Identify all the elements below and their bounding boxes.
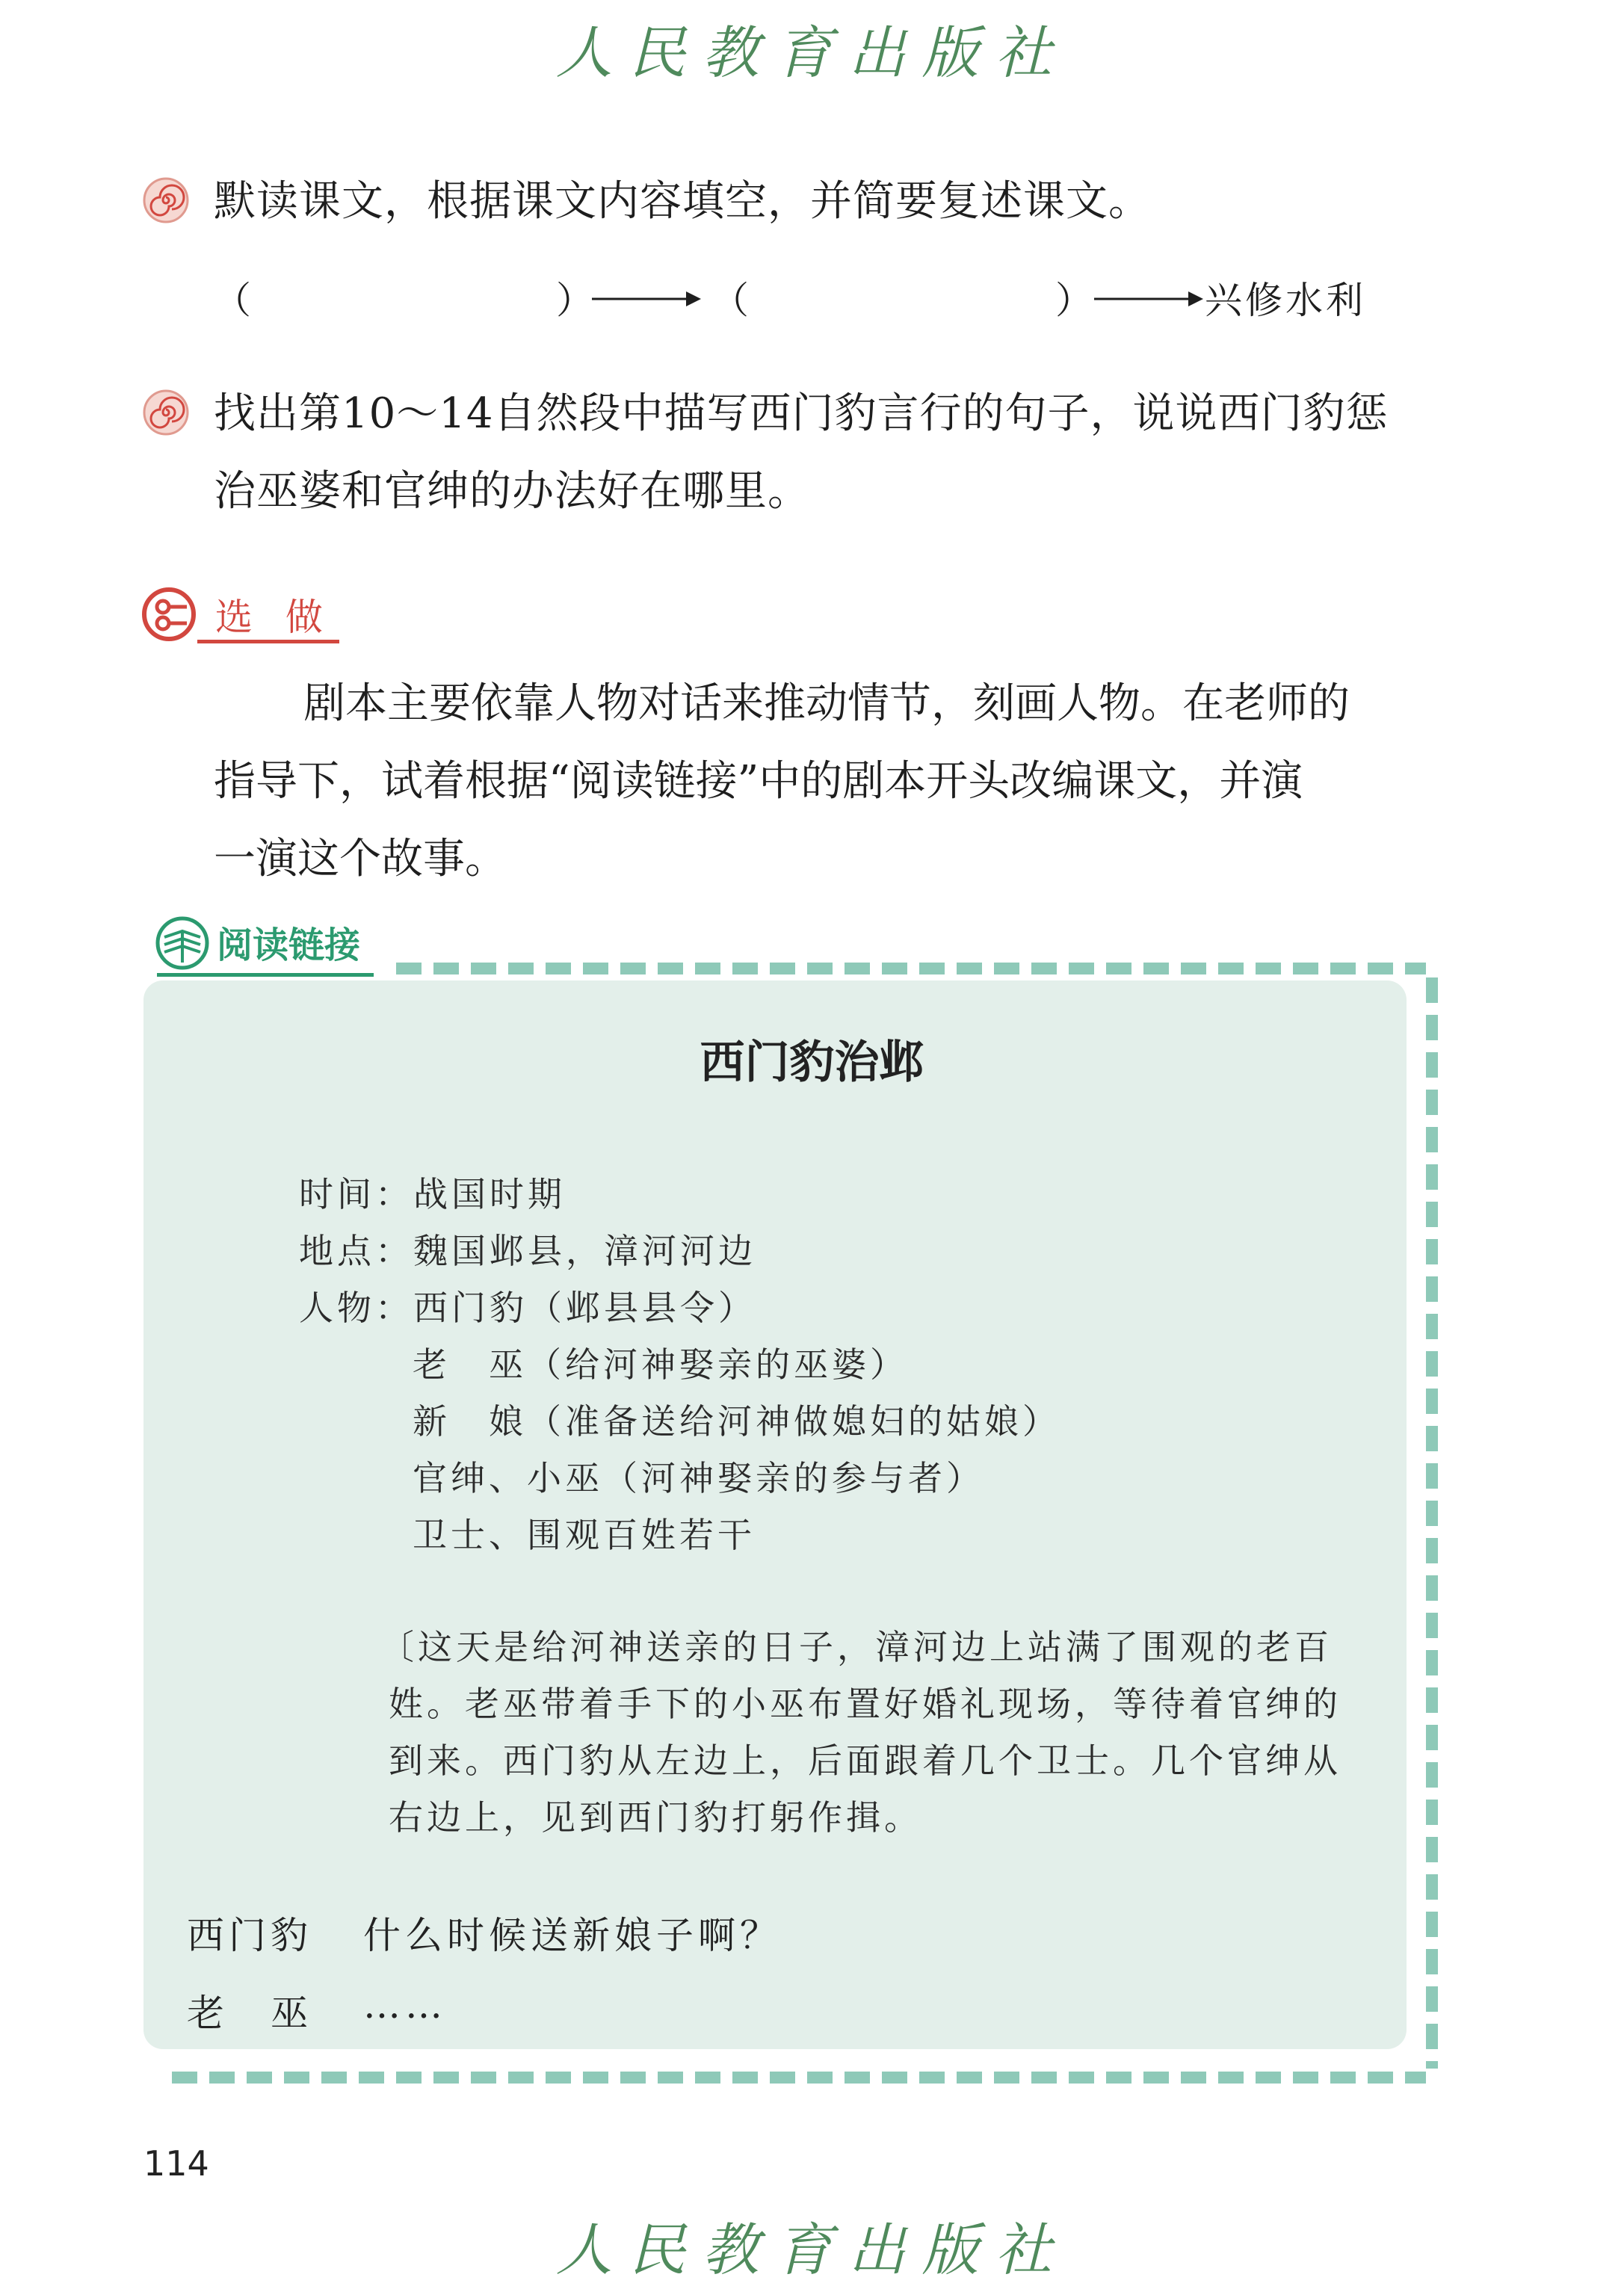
publisher-watermark-top: 人民教育出版社: [555, 19, 1069, 86]
stage-direction-line: 〔这天是给河神送亲的日子，漳河边上站满了围观的老百: [380, 1627, 1333, 1667]
character-item: 新 娘（准备送给河神做媳妇的姑娘）: [413, 1401, 1060, 1442]
fill-end-label: 兴修水利: [1205, 279, 1366, 322]
character-item: 老 巫（给河神娶亲的巫婆）: [413, 1344, 908, 1385]
fill-blank-1-open: （: [214, 279, 251, 322]
optional-title: 选 做: [215, 596, 333, 639]
character-item: 卫士、围观百姓若干: [413, 1515, 756, 1555]
page-number: 114: [143, 2143, 209, 2184]
dialog-speaker: 西门豹: [187, 1914, 312, 1957]
publisher-watermark-bottom: 人民教育出版社: [555, 2217, 1069, 2283]
optional-line-2: 指导下，试着根据“阅读链接”中的剧本开头改编课文，并演: [214, 757, 1303, 806]
question-1-text: 默读课文，根据课文内容填空，并简要复述课文。: [214, 177, 1151, 226]
play-title: 西门豹治邺: [700, 1037, 924, 1089]
dialog-line: ……: [363, 1983, 447, 2027]
stage-direction-line: 到来。西门豹从左边上，后面跟着几个卫士。几个官绅从: [389, 1740, 1342, 1781]
optional-line-1: 剧本主要依靠人物对话来推动情节，刻画人物。在老师的: [303, 679, 1350, 728]
fill-blank-2-open: （: [711, 279, 749, 322]
dialog-line: 什么时候送新娘子啊？: [363, 1914, 782, 1957]
play-place: 地点：魏国邺县，漳河河边: [299, 1231, 756, 1271]
stage-direction-line: 姓。老巫带着手下的小巫布置好婚礼现场，等待着官绅的: [389, 1684, 1342, 1724]
play-characters-intro: 人物：西门豹（邺县县令）: [299, 1288, 756, 1328]
spiral-icon: [142, 176, 190, 224]
question-2-line-1: 找出第10～14自然段中描写西门豹言行的句子，说说西门豹惩: [214, 389, 1389, 438]
dialog-speaker: 老 巫: [187, 1992, 312, 2035]
reading-card: [143, 980, 1407, 2049]
stage-direction-line: 右边上，见到西门豹打躬作揖。: [389, 1797, 922, 1838]
optional-line-3: 一演这个故事。: [214, 835, 507, 883]
fill-blank-2-close: ）: [1055, 279, 1093, 322]
question-2-line-2: 治巫婆和官绅的办法好在哪里。: [214, 467, 810, 516]
fill-blank-1-close: ）: [556, 279, 593, 322]
optional-underline: [197, 640, 339, 643]
spiral-icon: [142, 389, 190, 436]
arrow-icon: [590, 285, 703, 312]
play-time: 时间：战国时期: [299, 1174, 566, 1214]
arrow-icon: [1093, 285, 1205, 312]
reading-link-label: 阅读链接: [217, 924, 361, 966]
character-item: 官绅、小巫（河神娶亲的参与者）: [413, 1458, 984, 1498]
optional-icon: [141, 586, 197, 643]
